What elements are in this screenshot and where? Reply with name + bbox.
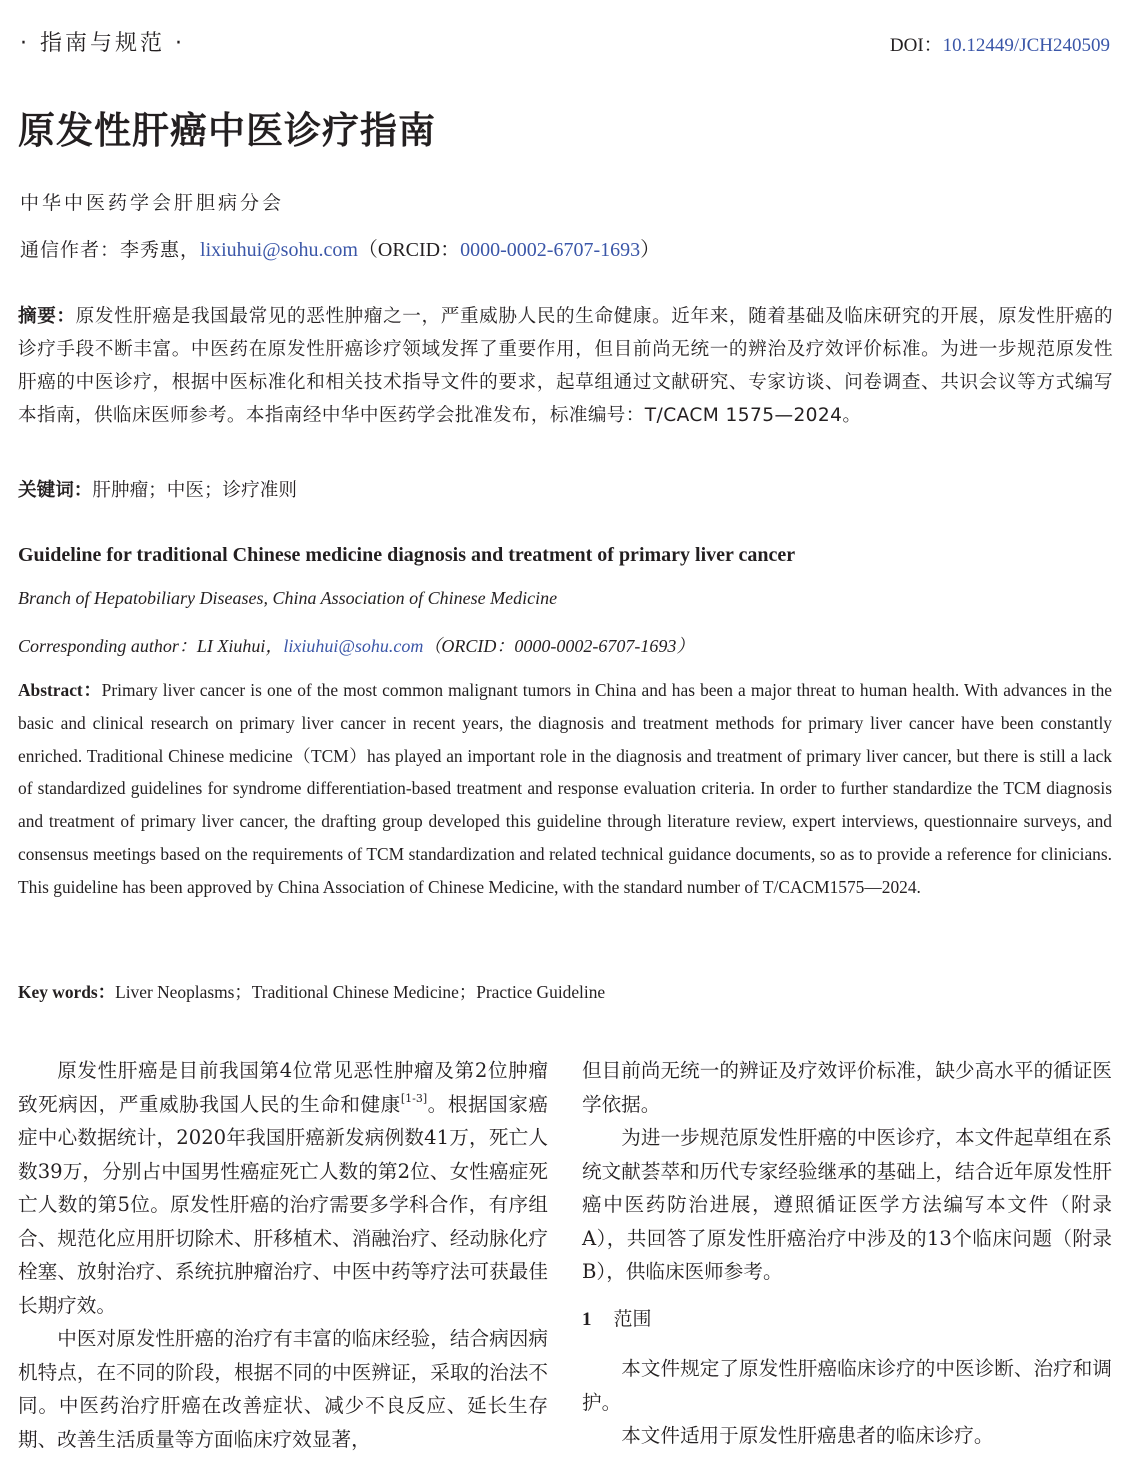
corresponding-author-en <box>18 632 694 658</box>
orcid-en: 0000-0002-6707-1693 <box>514 636 677 656</box>
corresponding-author-cn <box>20 233 660 262</box>
keywords-label-en: Key words： <box>18 982 116 1002</box>
keywords-label-cn: 关键词： <box>18 480 93 501</box>
keywords-text-cn: 肝肿瘤；中医；诊疗准则 <box>92 480 297 501</box>
abstract-text-cn: 原发性肝癌是我国最常见的恶性肿瘤之一，严重威胁人民的生命健康。近年来，随着基础及临床研究的开展，原发性肝癌的诊疗手段不断丰富。中医药在原发性肝癌诊疗领域发挥了重要作用，但目前尚无统一的辨治及疗效评价标准。为进一步规范原发性肝癌的中医诊疗，根据中医标准化和相关技术指导文件的要求，起草组通过文献研究、专家访谈、问卷调查、共识会议等方式编写本指南，供临床医师参考。本指南经中华中医药学会批准发布，标准编号：T/CACM 1575—2024。 <box>18 306 1114 426</box>
citation-ref[interactable]: [1-3] <box>400 1091 428 1105</box>
author-organization-en: Branch of Hepatobiliary Diseases, China Association of Chinese Medicine <box>18 588 558 608</box>
email-link-cn[interactable]: lixiuhui@sohu.com <box>200 239 358 261</box>
body-paragraph: 本文件规定了原发性肝癌临床诊疗的中医诊断、治疗和调护。 <box>582 1357 1112 1414</box>
abstract-label-en: Abstract： <box>18 680 102 700</box>
article-title-cn: 原发性肝癌中医诊疗指南 <box>18 108 436 152</box>
orcid-open-cn: （ORCID： <box>357 239 461 261</box>
corresponding-label-cn: 通信作者：李秀惠， <box>20 239 201 261</box>
orcid-open-en: （ORCID： <box>423 636 515 656</box>
article-title-en: Guideline for traditional Chinese medicine diagnosis and treatment of primary liver cancer <box>18 544 796 566</box>
abstract-label-cn: 摘要： <box>18 306 76 327</box>
column-tag: · 指南与规范 · <box>20 31 185 56</box>
author-organization-cn: 中华中医药学会肝胆病分会 <box>20 192 285 214</box>
abstract-en <box>18 674 1112 904</box>
doi-link[interactable]: 10.12449/JCH240509 <box>942 35 1110 56</box>
body-column-right <box>582 1054 1112 1453</box>
keywords-cn <box>18 476 297 502</box>
orcid-close-cn: ） <box>640 239 661 261</box>
keywords-en <box>18 978 605 1003</box>
abstract-text-en: Primary liver cancer is one of the most common malignant tumors in China and has been a major threat to human health. With advances in the basic and clinical research on primary liver cancer in recent years, the diagnosis and treatment methods for primary liver cancer have been constantly enriched. Traditional Chinese medicine（TCM）has played an important role in the diagnosis and treatment of primary liver cancer, but there is still a lack of standardized guidelines for syndrome differentiation-based treatment and response evaluation criteria. In order to further standardize the TCM diagnosis and treatment of primary liver cancer, the drafting group developed this guideline through literature review, expert interviews, questionnaire surveys, and consensus meetings based on the requirements of TCM standardization and related technical guidance documents, so as to provide a reference for clinicians. This guideline has been approved by China Association of Chinese Medicine, with the standard number of T/CACM1575—2024. <box>18 680 1112 897</box>
doi-label: DOI： <box>889 35 943 56</box>
body-column-left <box>18 1054 548 1456</box>
body-text: 。根据国家癌症中心数据统计，2020年我国肝癌新发病例数41万，死亡人数39万，分别占中国男性癌症死亡人数的第2位、女性癌症死亡人数的第5位。原发性肝癌的治疗需要多学科合作，有序组合、规范化应用肝切除术、肝移植术、消融治疗、经动脉化疗栓塞、放射治疗、系统抗肿瘤治疗、中医中药等疗法可获最佳长期疗效。 <box>18 1092 549 1317</box>
section-heading <box>582 1303 1112 1337</box>
orcid-close-en: ） <box>676 636 695 656</box>
section-number: 1 <box>582 1308 592 1330</box>
section-title: 范围 <box>613 1307 652 1330</box>
doi <box>890 30 1110 57</box>
body-text: 原发性肝癌是目前我国第4位常见恶性肿瘤及第2位肿瘤致死病因，严重威胁我国人民的生命和健康 <box>18 1059 548 1116</box>
body-paragraph: 中医对原发性肝癌的治疗有丰富的临床经验，结合病因病机特点，在不同的阶段，根据不同的中医辨证，采取的治法不同。中医药治疗肝癌在改善症状、减少不良反应、延长生存期、改善生活质量等方面临床疗效显著， <box>18 1327 548 1451</box>
corresponding-label-en: Corresponding author：LI Xiuhui， <box>18 636 284 656</box>
abstract-cn <box>18 300 1113 432</box>
body-paragraph: 但目前尚无统一的辨证及疗效评价标准，缺少高水平的循证医学依据。 <box>582 1059 1112 1116</box>
body-paragraph: 本文件适用于原发性肝癌患者的临床诊疗。 <box>621 1424 994 1447</box>
body-paragraph: 为进一步规范原发性肝癌的中医诊疗，本文件起草组在系统文献荟萃和历代专家经验继承的基础上，结合近年原发性肝癌中医药防治进展，遵照循证医学方法编写本文件（附录A），共回答了原发性肝癌治疗中涉及的13个临床问题（附录B），供临床医师参考。 <box>582 1126 1112 1283</box>
body-paragraph <box>18 1054 548 1322</box>
orcid-link-cn[interactable]: 0000-0002-6707-1693 <box>460 239 641 261</box>
keywords-text-en: Liver Neoplasms；Traditional Chinese Medicine；Practice Guideline <box>115 982 606 1002</box>
email-link-en[interactable]: lixiuhui@sohu.com <box>283 636 424 656</box>
